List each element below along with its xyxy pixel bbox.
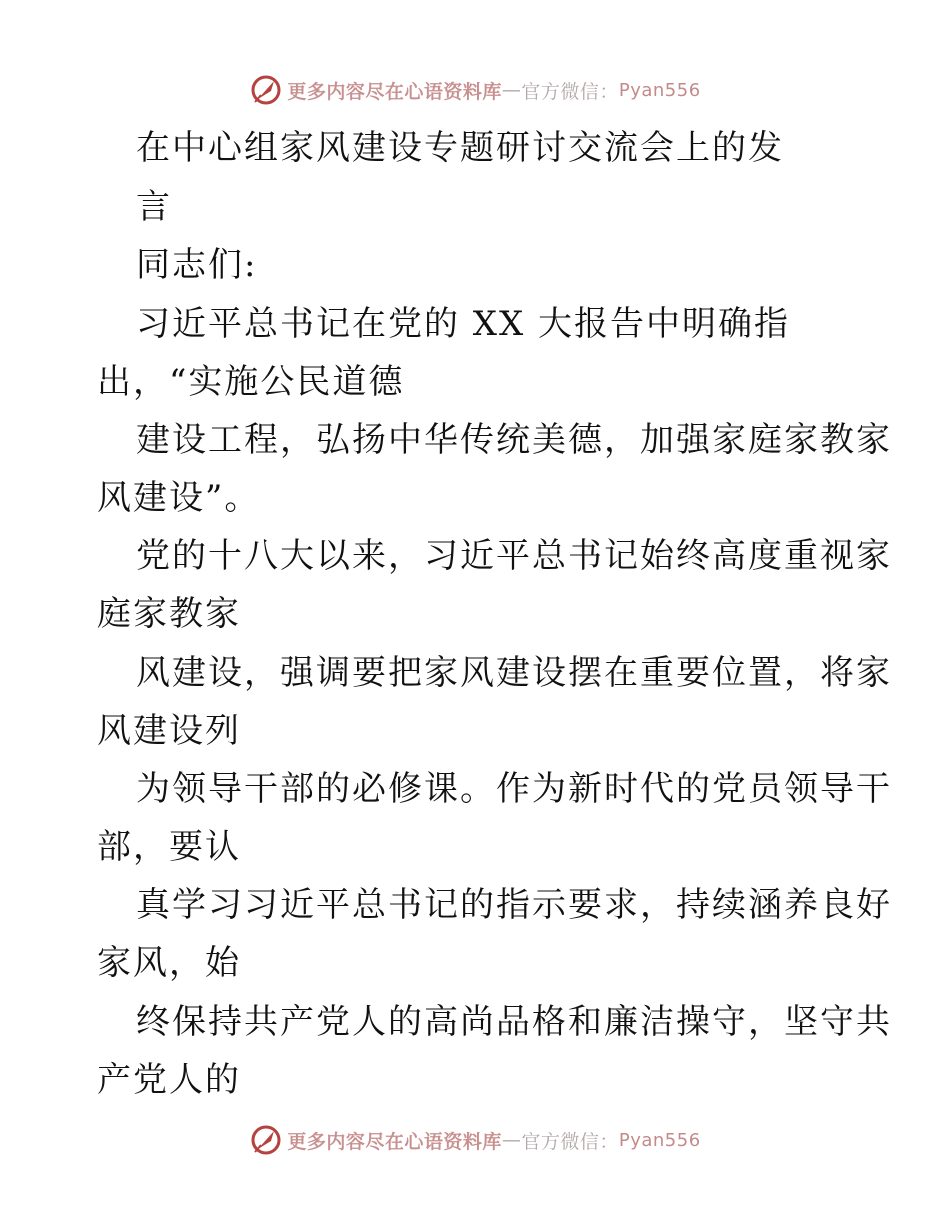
header-watermark-banner: [0, 70, 950, 110]
quill-logo-icon: [249, 73, 283, 107]
paragraph-line: 终保持共产党人的高尚品格和廉洁操守，坚守共: [136, 1002, 892, 1042]
banner-site-text: 更多内容尽在心语资料库: [287, 80, 502, 103]
paragraph-line: 建设工程，弘扬中华传统美德，加强家庭家教家: [136, 420, 892, 460]
footer-watermark-banner: [0, 1120, 950, 1160]
banner-separator: —: [501, 79, 522, 101]
quill-logo-icon: [249, 1123, 283, 1157]
paragraph-line: 习近平总书记在党的 XX 大报告中明确指: [136, 304, 791, 344]
paragraph-line: 产党人的: [97, 1060, 241, 1100]
salutation: 同志们:: [136, 245, 258, 285]
paragraph-line: 风建设，强调要把家风建设摆在重要位置，将家: [136, 653, 892, 693]
paragraph-line: 风建设列: [97, 711, 241, 751]
banner-wechat-label: 官方微信：: [521, 80, 619, 103]
paragraph-line: 党的十八大以来，习近平总书记始终高度重视家: [136, 536, 892, 576]
title-line-2: 言: [136, 187, 172, 227]
title-line-1: 在中心组家风建设专题研讨交流会上的发: [136, 128, 784, 168]
paragraph-line: 部，要认: [97, 827, 241, 867]
paragraph-line: 出，“实施公民道德: [97, 362, 405, 402]
banner-wechat-id: Pyan556: [618, 79, 701, 101]
paragraph-line: 家风，始: [97, 943, 241, 983]
paragraph-line: 为领导干部的必修课。作为新时代的党员领导干: [136, 769, 892, 809]
banner-wechat-id: Pyan556: [618, 1129, 701, 1151]
paragraph-line: 真学习习近平总书记的指示要求，持续涵养良好: [136, 885, 892, 925]
banner-wechat-label: 官方微信：: [521, 1130, 619, 1153]
paragraph-line: 庭家教家: [97, 594, 241, 634]
banner-separator: —: [501, 1129, 522, 1151]
banner-site-text: 更多内容尽在心语资料库: [287, 1130, 502, 1153]
paragraph-line: 风建设”。: [97, 478, 261, 518]
